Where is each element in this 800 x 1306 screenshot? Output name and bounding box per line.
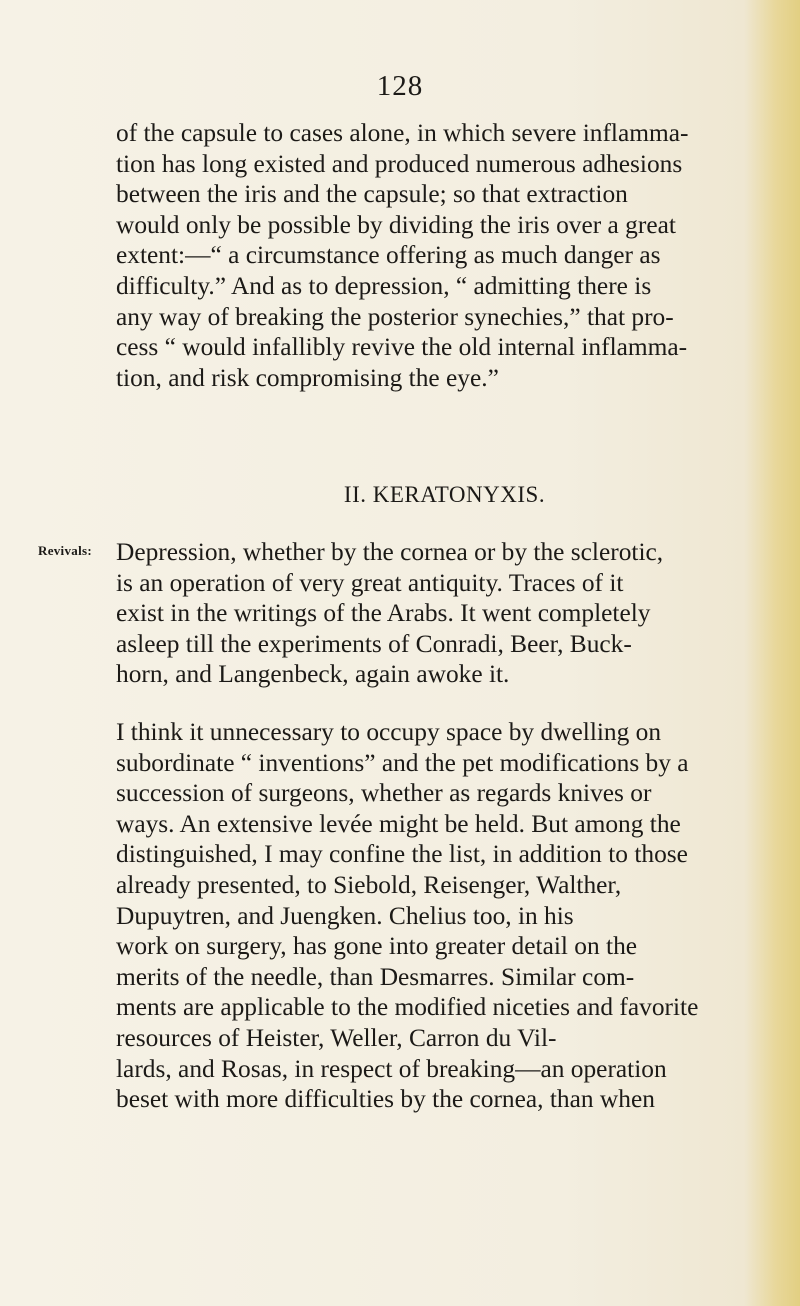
text-line: I think it unnecessary to occupy space by dwelling on: [116, 718, 662, 746]
text-line: already presented, to Siebold, Reisenger, Walther,: [116, 870, 622, 899]
text-line: difficulty.” And as to depression, “ admitting there is: [116, 271, 652, 300]
text-line: work on surgery, has gone into greater detail on the: [116, 932, 638, 961]
text-line: Depression, whether by the cornea or by the sclerotic,: [116, 538, 664, 566]
section-heading: II. KERATONYXIS.: [343, 482, 546, 507]
paragraph-inventions: [116, 717, 773, 1115]
text-line: would only be possible by dividing the iris over a great: [116, 210, 676, 239]
text-line: lards, and Rosas, in respect of breaking—an operation: [116, 1054, 667, 1083]
text-line: of the capsule to cases alone, in which severe inflamma-: [116, 119, 689, 147]
text-line: distinguished, I may confine the list, in addition to those: [116, 840, 688, 869]
text-line: Dupuytren, and Juengken. Chelius too, in his: [116, 901, 574, 930]
text-line: tion has long existed and produced numerous adhesions: [116, 149, 683, 178]
text-line: exist in the writings of the Arabs. It went completely: [116, 599, 651, 628]
text-line: merits of the needle, than Desmarres. Similar com-: [116, 962, 635, 991]
text-line: any way of breaking the posterior synechies,” that pro-: [116, 302, 674, 331]
text-line: subordinate “ inventions” and the pet modifications by a: [116, 748, 689, 777]
text-line: horn, and Langenbeck, again awoke it.: [116, 660, 510, 689]
text-line: extent:—“ a circumstance offering as much danger as: [116, 241, 661, 270]
text-line: succession of surgeons, whether as regards knives or: [116, 779, 652, 808]
text-line: is an operation of very great antiquity. Traces of it: [116, 568, 624, 597]
text-line: ments are applicable to the modified niceties and favorite: [116, 993, 699, 1022]
text-line: cess “ would infallibly revive the old internal inflamma-: [116, 333, 688, 362]
margin-note: Revivals:: [38, 543, 92, 558]
text-line: beset with more difficulties by the cornea, than when: [116, 1085, 655, 1114]
text-line: asleep till the experiments of Conradi, Beer, Buck-: [116, 629, 632, 658]
paragraph-depression: [116, 537, 773, 690]
text-line: tion, and risk compromising the eye.”: [116, 363, 499, 392]
text-line: between the iris and the capsule; so that extraction: [116, 180, 628, 209]
page-number: 128: [376, 70, 424, 102]
text-line: resources of Heister, Weller, Carron du Vil-: [116, 1023, 557, 1052]
paragraph-capsule: [116, 118, 773, 393]
text-line: ways. An extensive levée might be held. But among the: [116, 809, 681, 838]
